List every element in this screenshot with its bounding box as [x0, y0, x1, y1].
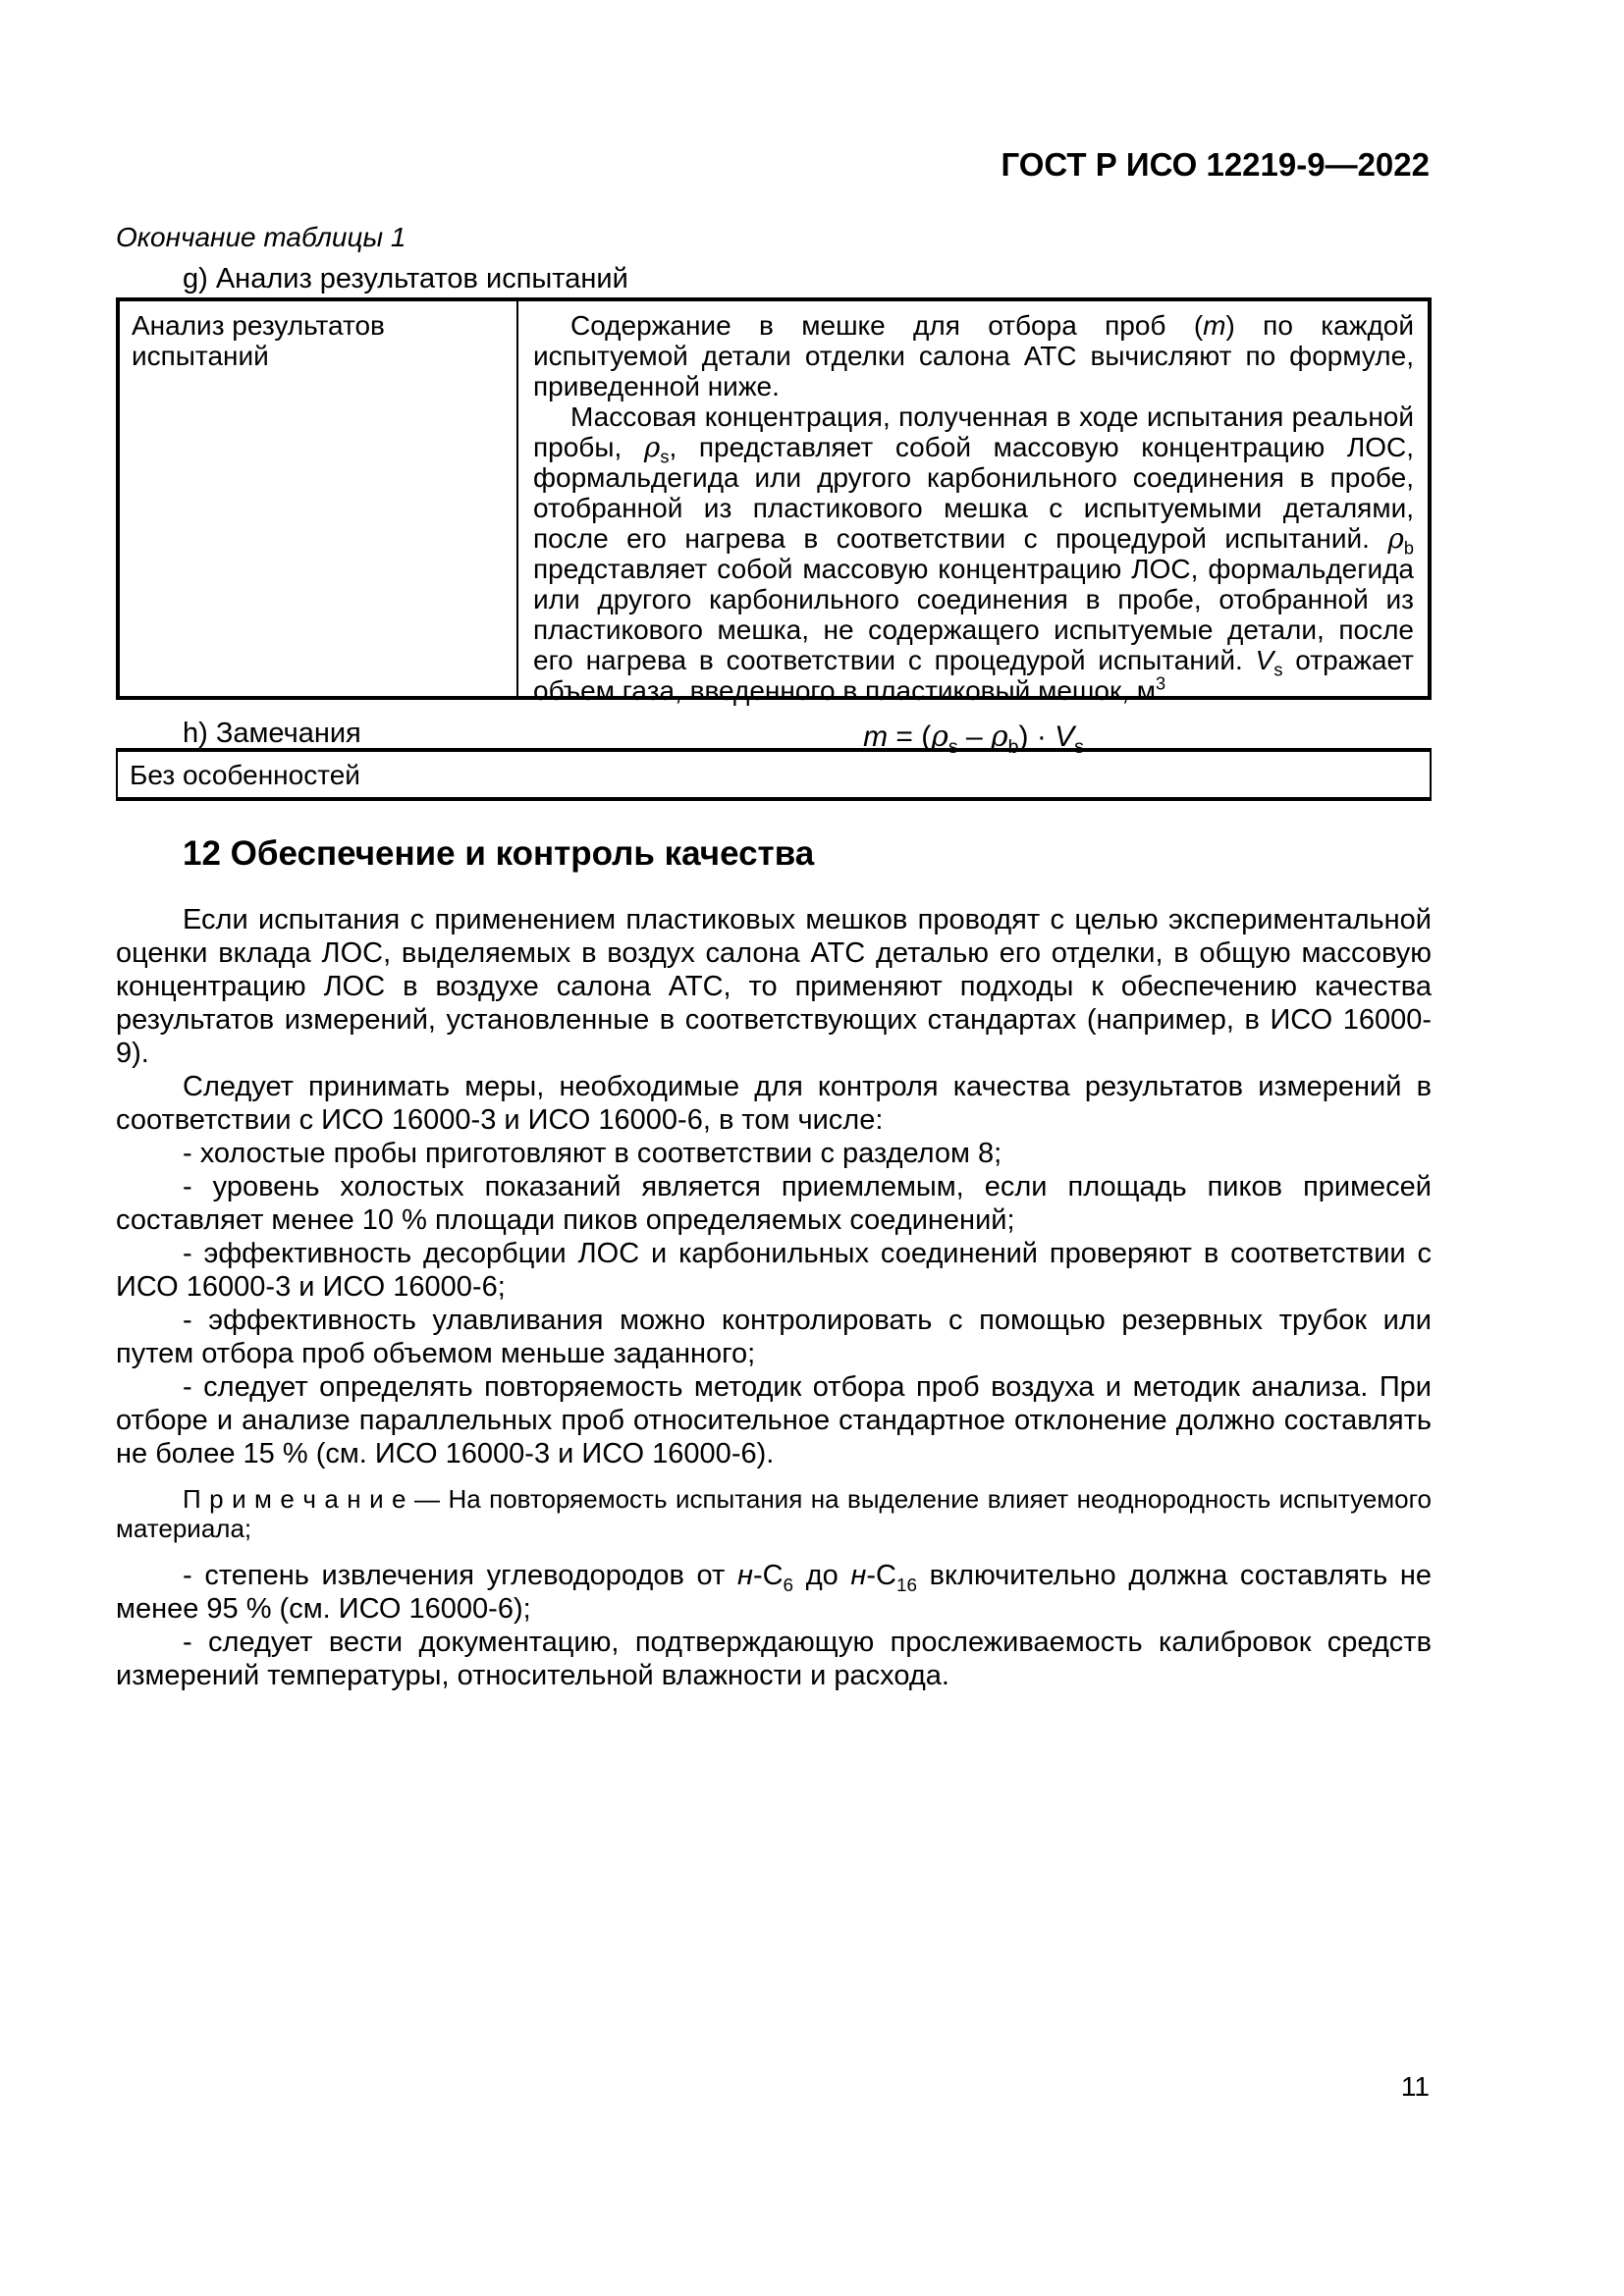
list-item-paragraph: - степень извлечения углеводородов от $н-С_6$ до $н-С_{16}$ включительно должна составлять не менее 95 % (см. ИСО 16000-6); — [116, 1560, 1432, 1625]
paragraph: Если испытания с применением пластиковых мешков проводят с целью экспериментальной оценки вклада ЛОС, выделяемых в воздух салона АТС деталью его отделки, в общую массовую концентрацию ЛОС в воздухе салона АТС, то применяют подходы к обеспечению качества результатов измерений, установленные в соответствующих стандартах (например, в ИСО 16000-9). — [116, 904, 1432, 1069]
list-item-paragraph: - холостые пробы приготовляют в соответствии с разделом 8; — [183, 1138, 1002, 1169]
analysis-text-cell — [518, 301, 1428, 758]
section-12 — [116, 834, 1432, 1692]
remarks-box: Без особенностей — [116, 748, 1432, 801]
analysis-paragraph-1: Содержание в мешке для отбора проб (m) по каждой испытуемой детали отделки салона АТС вычисляют по формуле, приведенной ниже. — [533, 310, 1414, 401]
analysis-paragraph-2: Массовая концентрация, полученная в ходе испытания реальной пробы, $\rho_s$, представляет собой массовую концентрацию ЛОС, формальдегида или другого карбонильного соединения в пробе, отобранной из пластикового мешка с испытуемыми деталями, после его нагрева в соответствии с процедурой испытаний. $\rho_b$ представляет собой массовую концентрацию ЛОС, формальдегида или другого карбонильного соединения в пробе, отобранной из пластикового мешка, не содержащего испытуемые детали, после его нагрева в соответствии с процедурой испытаний. $V_s$ отражает объем газа, введенного в пластиковый мешок, $м^3$. — [533, 401, 1414, 706]
note-paragraph: П р и м е ч а н и е — На повторяемость испытания на выделение влияет неоднородность испытуемого материала; — [116, 1484, 1432, 1543]
section-heading: 12 Обеспечение и контроль качества — [183, 834, 815, 873]
analysis-label-cell: Анализ результатов испытаний — [120, 301, 518, 696]
page-number: 11 — [1400, 2071, 1430, 2102]
item-g-label: g) Анализ результатов испытаний — [183, 263, 628, 294]
list-item-paragraph: - следует определять повторяемость методик отбора проб воздуха и методик анализа. При отборе и анализе параллельных проб относительное стандартное отклонение должно составлять не более 15 % (см. ИСО 16000-3 и ИСО 16000-6). — [116, 1371, 1432, 1469]
item-h-label: h) Замечания — [183, 718, 361, 749]
list-item-paragraph: - эффективность десорбции ЛОС и карбонильных соединений проверяют в соответствии с ИСО 16000-3 и ИСО 16000-6; — [116, 1238, 1432, 1303]
list-item-paragraph: - уровень холостых показаний является приемлемым, если площадь пиков примесей составляет менее 10 % площади пиков определяемых соединений; — [116, 1171, 1432, 1236]
list-item-paragraph: - эффективность улавливания можно контролировать с помощью резервных трубок или путем отбора проб объемом меньше заданного; — [116, 1305, 1432, 1369]
table-continuation-label: Окончание таблицы 1 — [116, 222, 406, 252]
mass-formula: $m = (\rho_s - \rho_b) \cdot V_s$ — [863, 720, 1084, 758]
paragraph: Следует принимать меры, необходимые для контроля качества результатов измерений в соответствии с ИСО 16000-3 и ИСО 16000-6, в том числе: — [116, 1071, 1432, 1136]
list-item-paragraph: - следует вести документацию, подтверждающую прослеживаемость калибровок средств измерений температуры, относительной влажности и расхода. — [116, 1627, 1432, 1691]
document-header: ГОСТ Р ИСО 12219-9—2022 — [1001, 146, 1430, 183]
